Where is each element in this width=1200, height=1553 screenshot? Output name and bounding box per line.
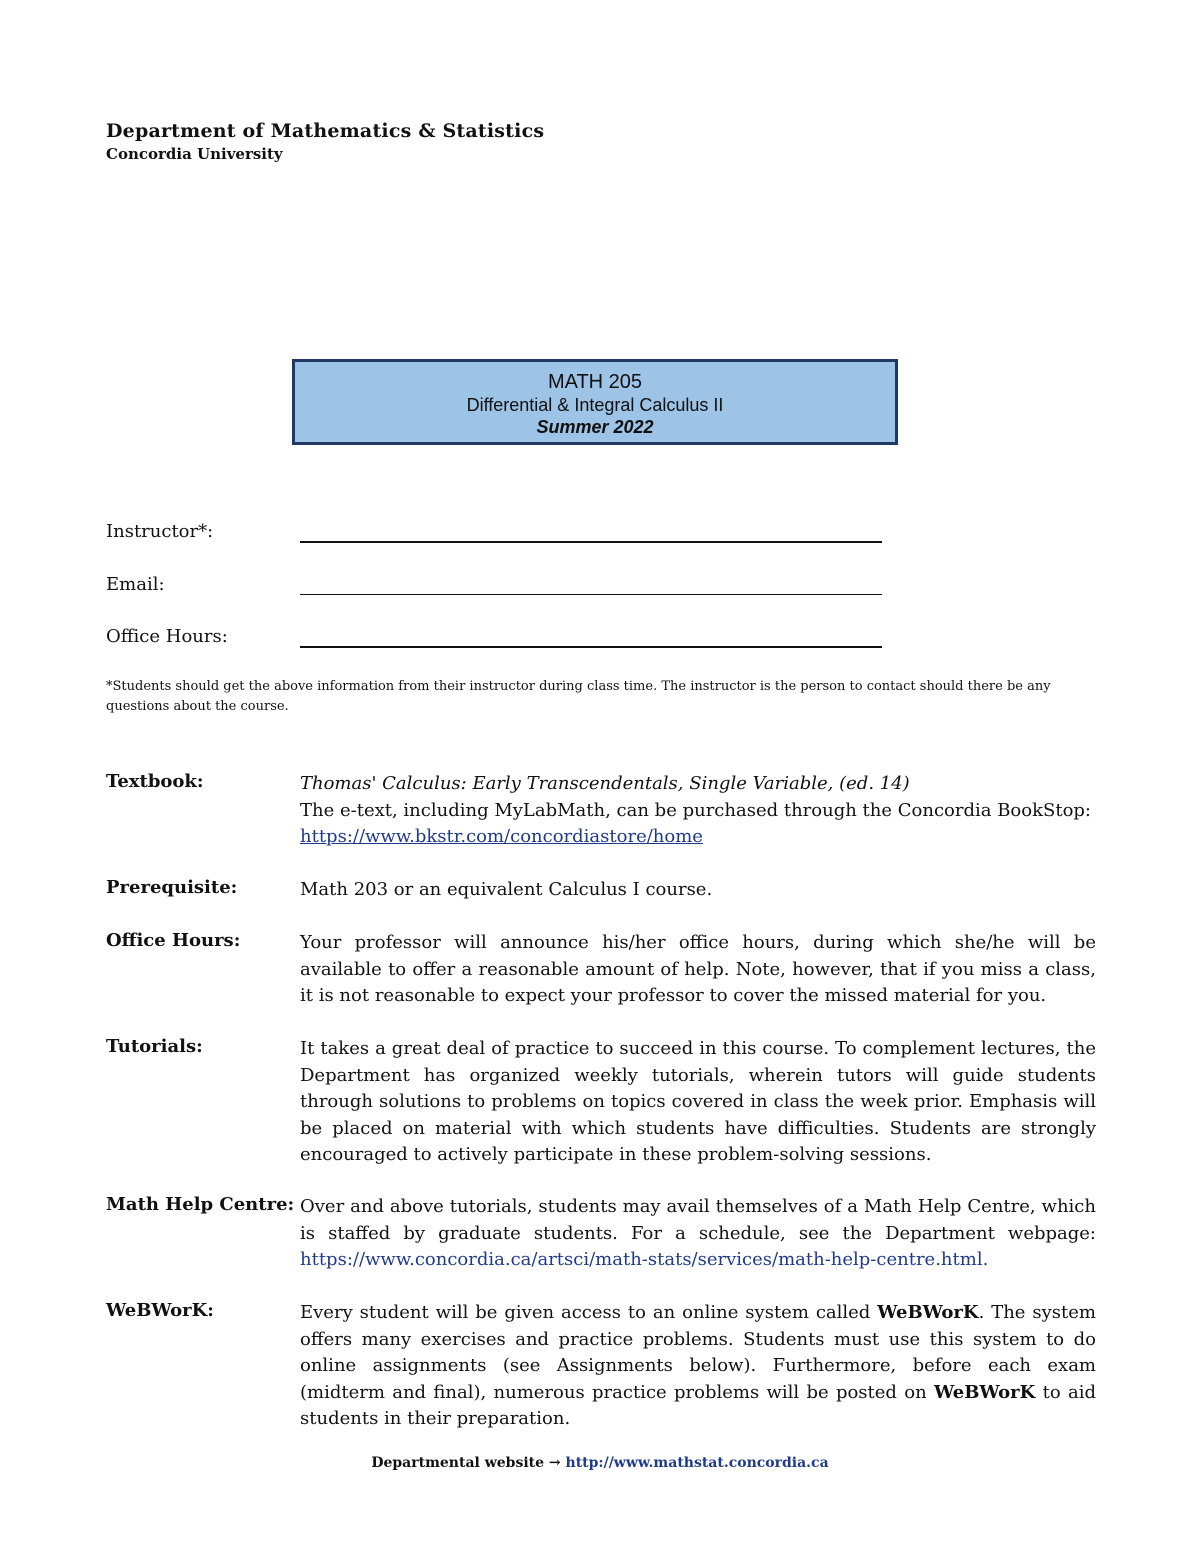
bookstore-link[interactable]: https://www.bkstr.com/concordiastore/home (300, 826, 703, 847)
office-hours-field (106, 626, 886, 656)
webwork-body (300, 1300, 1096, 1433)
email-blank-line (300, 594, 882, 595)
instructor-field (106, 521, 886, 551)
section-webwork (106, 1300, 1096, 1433)
course-title-box (292, 359, 898, 445)
webwork-name-2: WeBWorK (934, 1381, 1036, 1403)
textbook-title: Thomas' Calculus: Early Transcendentals, Single Variable, (ed. 14) (300, 773, 910, 794)
office-hours-blank-line (300, 646, 882, 648)
prerequisite-label: Prerequisite: (106, 877, 238, 898)
textbook-body (300, 771, 1096, 851)
math-help-link[interactable]: https://www.concordia.ca/artsci/math-stats/services/math-help-centre.html. (300, 1249, 989, 1270)
prerequisite-text: Math 203 or an equivalent Calculus I course. (300, 879, 713, 900)
department-name: Department of Mathematics & Statistics (106, 120, 545, 142)
section-textbook (106, 771, 1096, 851)
email-label: Email: (106, 574, 165, 595)
webwork-text-3: to aid students in their preparation. (300, 1381, 1096, 1429)
tutorials-text: It takes a great deal of practice to succeed in this course. To complement lectures, the Department has organized weekly tutorials, wherein tutors will guide students through solutions to problems on topics covered in class the week prior. Emphasis will be placed on material with which students have difficulties. Students are strongly encouraged to actively participate in these problem-solving sessions. (300, 1038, 1096, 1165)
webwork-label: WeBWorK: (106, 1300, 214, 1321)
instructor-blank-line (300, 541, 882, 543)
footer-label: Departmental website (371, 1455, 545, 1471)
office-hours-text: Your professor will announce his/her office hours, during which she/he will be available to offer a reasonable amount of help. Note, however, that if you miss a class, it is not reasonable to expect your professor to cover the missed material for you. (300, 932, 1096, 1006)
instructor-note: *Students should get the above information from their instructor during class time. The instructor is the person to contact should there be any questions about the course. (106, 679, 1051, 714)
course-code: MATH 205 (547, 371, 643, 393)
webwork-name-1: WeBWorK (877, 1302, 979, 1323)
webwork-text-1: Every student will be given access to an online system called (300, 1302, 878, 1323)
page-header (106, 120, 544, 163)
math-help-body (300, 1194, 1096, 1274)
footer-website-link[interactable]: http://www.mathstat.concordia.ca (565, 1455, 829, 1471)
email-field (106, 574, 886, 604)
section-office-hours (106, 930, 1096, 1010)
office-hours-label: Office Hours: (106, 626, 228, 647)
page-footer (0, 1455, 1200, 1471)
course-title: Differential & Integral Calculus II (466, 395, 724, 415)
office-hours-section-label: Office Hours: (106, 930, 241, 951)
section-math-help-centre (106, 1194, 1096, 1274)
course-term: Summer 2022 (536, 417, 654, 437)
tutorials-label: Tutorials: (106, 1036, 203, 1057)
section-tutorials (106, 1036, 1096, 1169)
webwork-text-2: . The system offers many exercises and practice problems. Students must use this system to do online assignments (see Assignments below). Furthermore, before each exam (midterm and final), numerous practice problems will be posted on (300, 1302, 1096, 1403)
math-help-label: Math Help Centre: (106, 1194, 295, 1215)
math-help-text: Over and above tutorials, students may avail themselves of a Math Help Centre, which is staffed by graduate students. For a schedule, see the Department webpage: (300, 1196, 1096, 1244)
section-prerequisite (106, 877, 1096, 904)
university-name: Concordia University (106, 145, 283, 163)
textbook-text: The e-text, including MyLabMath, can be purchased through the Concordia BookStop: (300, 799, 1091, 821)
arrow-icon: → (548, 1455, 561, 1471)
textbook-label: Textbook: (106, 771, 204, 792)
instructor-label: Instructor*: (106, 521, 214, 542)
